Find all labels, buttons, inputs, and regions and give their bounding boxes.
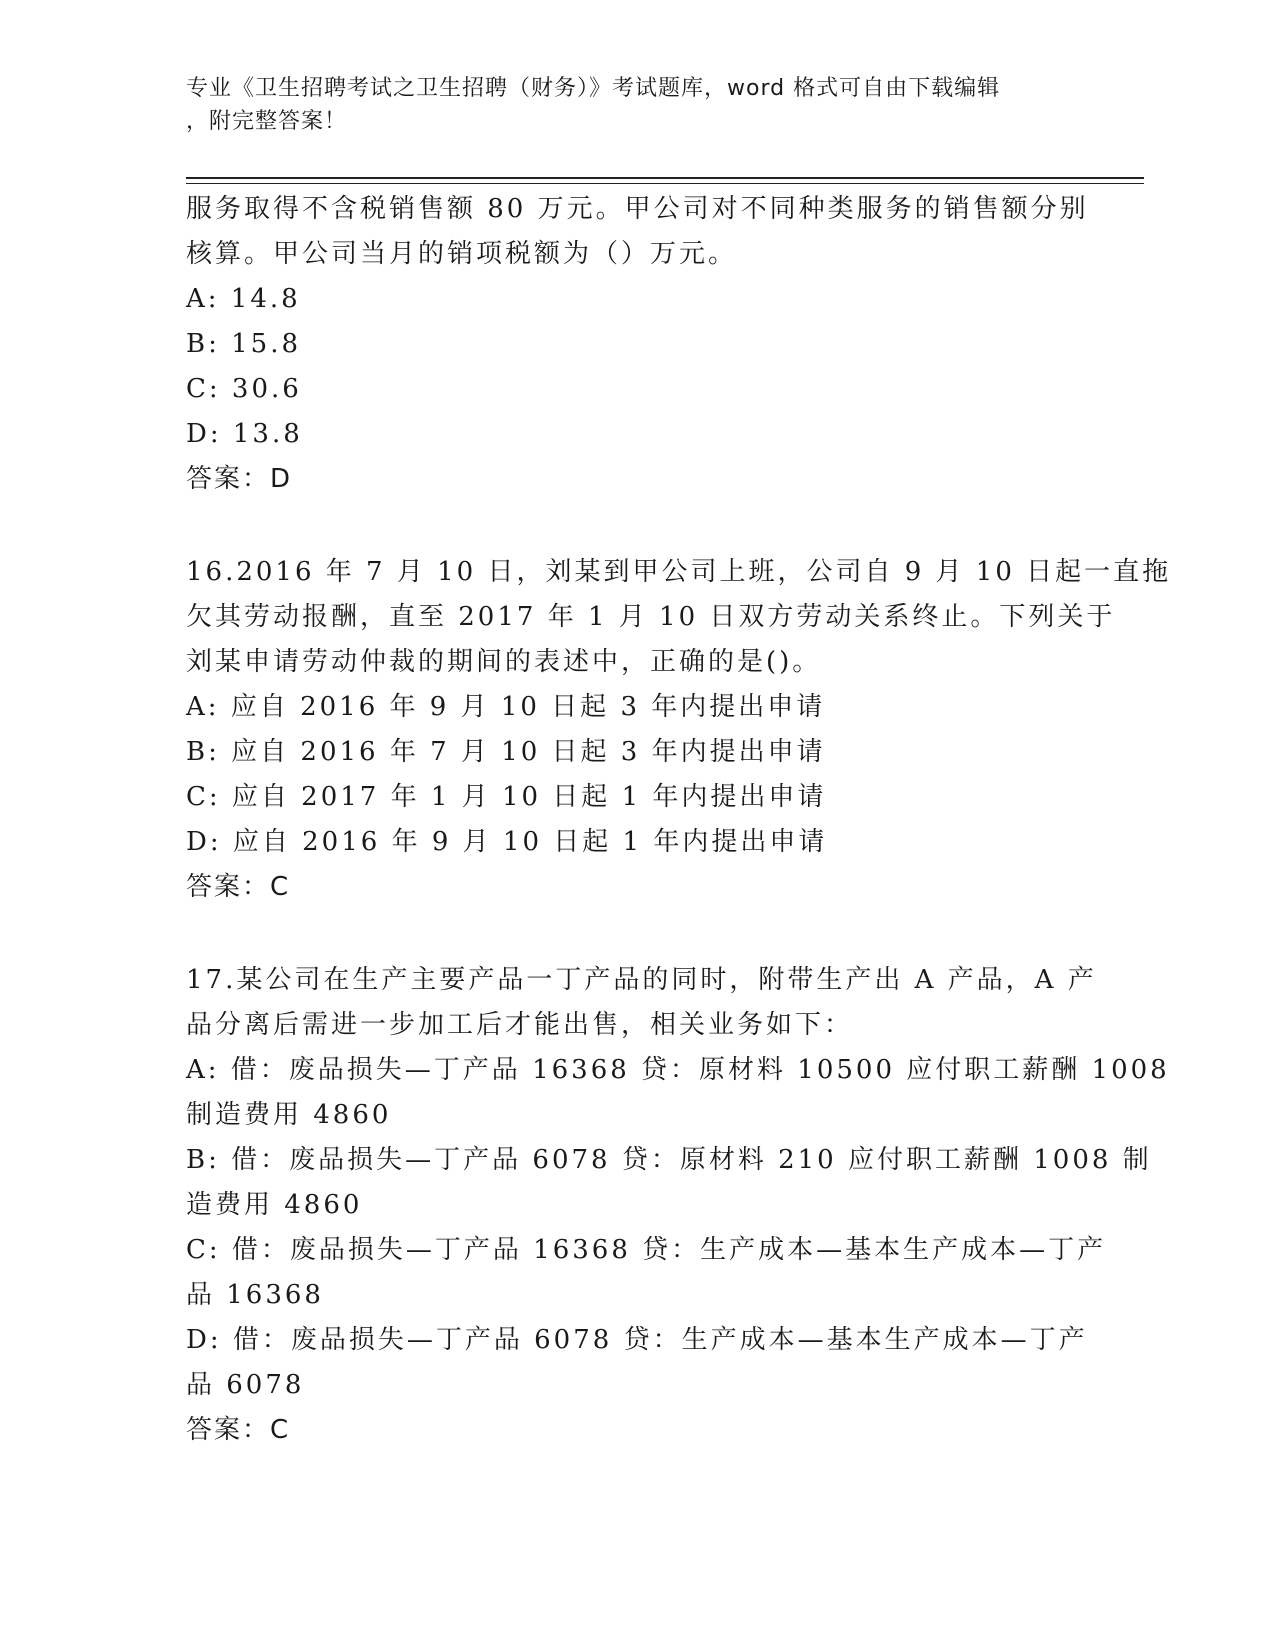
question-spacer xyxy=(186,910,1086,958)
question-stem-line: 核算。甲公司当月的销项税额为（）万元。 xyxy=(186,239,738,269)
option-d: D: 借：废品损失—丁产品 6078 贷：生产成本—基本生产成本—丁产 xyxy=(186,1325,1088,1355)
question-stem-line: 刘某申请劳动仲裁的期间的表述中，正确的是()。 xyxy=(186,647,822,677)
option-b: B: 应自 2016 年 7 月 10 日起 3 年内提出申请 xyxy=(186,737,826,767)
option-a-continued: 制造费用 4860 xyxy=(186,1100,392,1130)
option-b: B: 15.8 xyxy=(186,329,302,359)
document-header xyxy=(186,72,1066,138)
question-stem-line: 服务取得不含税销售额 80 万元。甲公司对不同种类服务的销售额分别 xyxy=(186,194,1089,224)
option-c: C: 应自 2017 年 1 月 10 日起 1 年内提出申请 xyxy=(186,782,827,812)
question-15 xyxy=(186,187,1089,502)
header-rule-thin xyxy=(186,183,1144,184)
option-b-continued: 造费用 4860 xyxy=(186,1190,363,1220)
question-stem-line: 品分离后需进一步加工后才能出售，相关业务如下： xyxy=(186,1010,854,1040)
question-stem-line: 欠其劳动报酬，直至 2017 年 1 月 10 日双方劳动关系终止。下列关于 xyxy=(186,602,1116,632)
question-16 xyxy=(186,550,1172,910)
header-rule-thick xyxy=(186,177,1144,179)
question-spacer xyxy=(186,502,1086,550)
answer-line: 答案：C xyxy=(186,1415,291,1445)
question-17 xyxy=(186,958,1170,1453)
option-a: A: 借：废品损失—丁产品 16368 贷：原材料 10500 应付职工薪酬 1008 xyxy=(186,1055,1170,1085)
option-d: D: 13.8 xyxy=(186,419,303,449)
answer-line: 答案：C xyxy=(186,872,291,902)
option-c: C: 30.6 xyxy=(186,374,302,404)
header-line-2: ，附完整答案！ xyxy=(186,109,348,134)
option-d: D: 应自 2016 年 9 月 10 日起 1 年内提出申请 xyxy=(186,827,828,857)
answer-line: 答案：D xyxy=(186,464,293,494)
option-c: C: 借：废品损失—丁产品 16368 贷：生产成本—基本生产成本—丁产 xyxy=(186,1235,1107,1265)
header-line-1: 专业《卫生招聘考试之卫生招聘（财务）》考试题库，word 格式可自由下载编辑 xyxy=(186,76,1001,101)
option-d-continued: 品 6078 xyxy=(186,1370,305,1400)
option-a: A: 应自 2016 年 9 月 10 日起 3 年内提出申请 xyxy=(186,692,826,722)
option-a: A: 14.8 xyxy=(186,284,301,314)
question-stem-line: 17.某公司在生产主要产品一丁产品的同时，附带生产出 A 产品，A 产 xyxy=(186,965,1097,995)
question-list xyxy=(186,187,1172,1453)
option-c-continued: 品 16368 xyxy=(186,1280,324,1310)
question-stem-line: 16.2016 年 7 月 10 日，刘某到甲公司上班，公司自 9 月 10 日起一直拖 xyxy=(186,557,1172,587)
option-b: B: 借：废品损失—丁产品 6078 贷：原材料 210 应付职工薪酬 1008 制 xyxy=(186,1145,1152,1175)
